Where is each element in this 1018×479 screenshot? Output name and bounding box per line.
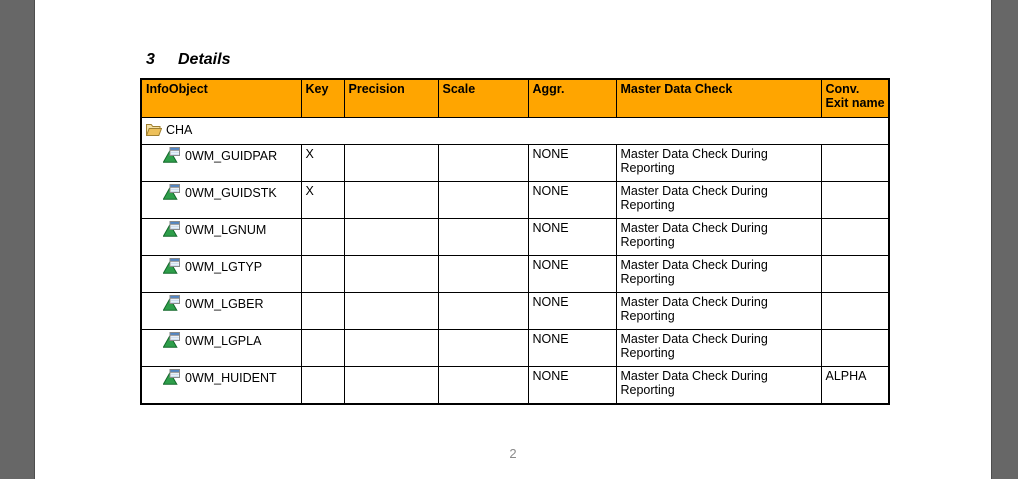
conv-exit-cell (821, 145, 889, 182)
infoobject-name: 0WM_HUIDENT (185, 371, 277, 385)
conv-exit-cell (821, 182, 889, 219)
key-cell (301, 330, 344, 367)
section-heading (146, 51, 230, 69)
section-number: 3 (146, 51, 155, 68)
scale-cell (438, 145, 528, 182)
characteristic-icon (163, 147, 180, 166)
aggr-cell: NONE (528, 219, 616, 256)
infoobject-name: 0WM_GUIDSTK (185, 186, 277, 200)
infoobject-cell (141, 182, 301, 219)
table-row (141, 182, 889, 219)
scale-cell (438, 256, 528, 293)
precision-cell (344, 330, 438, 367)
key-cell (301, 293, 344, 330)
characteristic-icon (163, 221, 180, 240)
scale-cell (438, 293, 528, 330)
scale-cell (438, 219, 528, 256)
section-title: Details (178, 51, 231, 68)
master-data-check-cell: Master Data Check During Reporting (616, 256, 821, 293)
infoobject-cell (141, 293, 301, 330)
master-data-check-cell: Master Data Check During Reporting (616, 330, 821, 367)
master-data-check-cell: Master Data Check During Reporting (616, 293, 821, 330)
col-header-infoobject: InfoObject (141, 79, 301, 118)
table-row (141, 256, 889, 293)
infoobject-cell (141, 219, 301, 256)
table-row (141, 330, 889, 367)
col-header-precision: Precision (344, 79, 438, 118)
characteristic-icon (163, 332, 180, 351)
col-header-conv-exit-name: Conv. Exit name (821, 79, 889, 118)
key-cell: X (301, 182, 344, 219)
aggr-cell: NONE (528, 367, 616, 405)
scale-cell (438, 330, 528, 367)
characteristic-icon (163, 258, 180, 277)
col-header-scale: Scale (438, 79, 528, 118)
infoobject-name: 0WM_LGTYP (185, 260, 263, 274)
open-folder-icon (146, 123, 162, 139)
master-data-check-cell: Master Data Check During Reporting (616, 219, 821, 256)
table-header-row (141, 79, 889, 118)
scale-cell (438, 367, 528, 405)
col-header-aggr: Aggr. (528, 79, 616, 118)
master-data-check-cell: Master Data Check During Reporting (616, 145, 821, 182)
aggr-cell: NONE (528, 182, 616, 219)
infoobject-name: 0WM_LGPLA (185, 334, 262, 348)
characteristic-icon (163, 369, 180, 388)
precision-cell (344, 219, 438, 256)
precision-cell (344, 182, 438, 219)
group-label: CHA (166, 123, 193, 137)
document-page (34, 0, 992, 479)
conv-exit-cell (821, 330, 889, 367)
characteristic-icon (163, 184, 180, 203)
key-cell: X (301, 145, 344, 182)
infoobject-cell (141, 367, 301, 405)
scale-cell (438, 182, 528, 219)
conv-exit-cell (821, 256, 889, 293)
col-header-key: Key (301, 79, 344, 118)
characteristic-icon (163, 295, 180, 314)
table-row (141, 145, 889, 182)
key-cell (301, 256, 344, 293)
col-header-master-data-check: Master Data Check (616, 79, 821, 118)
conv-exit-cell (821, 219, 889, 256)
group-row-cha (141, 118, 889, 145)
infoobject-name: 0WM_GUIDPAR (185, 149, 278, 163)
precision-cell (344, 145, 438, 182)
master-data-check-cell: Master Data Check During Reporting (616, 182, 821, 219)
key-cell (301, 219, 344, 256)
table-row (141, 367, 889, 405)
infoobject-cell (141, 256, 301, 293)
page-number: 2 (509, 446, 517, 461)
precision-cell (344, 367, 438, 405)
aggr-cell: NONE (528, 293, 616, 330)
group-cell (141, 118, 889, 145)
key-cell (301, 367, 344, 405)
table-row (141, 293, 889, 330)
table-row (141, 219, 889, 256)
conv-exit-cell: ALPHA (821, 367, 889, 405)
infoobject-details-table (140, 78, 890, 405)
infoobject-name: 0WM_LGBER (185, 297, 264, 311)
aggr-cell: NONE (528, 145, 616, 182)
infoobject-cell (141, 330, 301, 367)
master-data-check-cell: Master Data Check During Reporting (616, 367, 821, 405)
infoobject-cell (141, 145, 301, 182)
infoobject-name: 0WM_LGNUM (185, 223, 267, 237)
aggr-cell: NONE (528, 330, 616, 367)
aggr-cell: NONE (528, 256, 616, 293)
precision-cell (344, 256, 438, 293)
conv-exit-cell (821, 293, 889, 330)
precision-cell (344, 293, 438, 330)
